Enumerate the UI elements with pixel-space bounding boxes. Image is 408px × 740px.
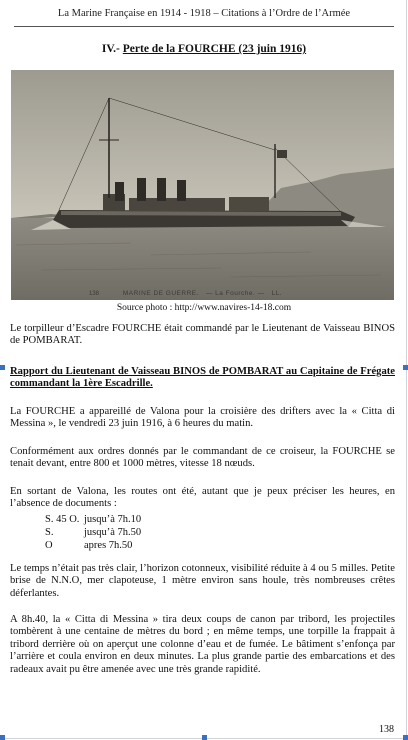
route-time: apres 7h.50 [84,540,133,551]
route-row [45,526,141,539]
report-title [10,366,395,391]
paragraph-weather: Le temps n’était pas très clair, l’horizon cotonneux, visibilité réduite à 4 ou 5 milles. Petite brise de N.N.O, mer clapoteuse, 1 mètre environ sans houle, très nombreuses crêtes déferlantes. [10,563,395,599]
photo-caption-mid: — La Fourche. — [205,290,265,297]
routes-list [45,513,141,552]
photo-inner-caption [11,290,394,297]
report-title-text: Rapport du Lieutenant de Vaisseau BINOS de POMBARAT au Capitaine de Frégate commandant la 1ère Escadrille. [10,366,395,390]
paragraph-orders: Conformément aux ordres donnés par le commandant de ce croiseur, la FOURCHE se tenait devant, entre 800 et 1000 mètres, vitesse 18 nœuds. [10,446,395,470]
section-number: IV.- [101,43,120,55]
route-time: jusqu’à 7h.10 [84,514,142,525]
route-time: jusqu’à 7h.50 [84,527,142,538]
running-header: La Marine Française en 1914 - 1918 – Citations à l’Ordre de l’Armée [57,8,351,19]
route-row [45,539,141,552]
edge-marker [0,735,5,740]
photo-number: 138 [89,291,100,297]
section-title-text: Perte de la FOURCHE (23 juin 1916) [122,43,307,55]
ship-photo [11,70,394,300]
paragraph-routes-intro: En sortant de Valona, les routes ont été, autant que je peux préciser les heures, en l’absence de documents : [10,486,395,510]
edge-marker [202,735,207,740]
route-row [45,513,141,526]
paragraph-departure: La FOURCHE a appareillé de Valona pour la croisière des drifters avec la « Citta di Messina », le vendredi 23 juin 1916, à 6 heures du matin. [10,406,395,430]
photo-source: Source photo : http://www.navires-14-18.com [116,303,292,313]
edge-marker [0,365,5,370]
paragraph-commander: Le torpilleur d’Escadre FOURCHE était commandé par le Lieutenant de Vaisseau BINOS de POMBARAT. [10,323,395,347]
destroyer-photo-illustration [11,70,394,300]
edge-marker [403,365,408,370]
route-heading: O [45,540,53,551]
route-heading: S. 45 O. [45,514,80,525]
photo-caption-right: LL. [271,290,283,297]
page-number: 138 [379,724,394,735]
section-title [0,43,408,55]
paragraph-attack: A 8h.40, la « Citta di Messina » tira deux coups de canon par tribord, les projectiles tombèrent à une centaine de mètres du bord ; en même temps, une torpille la frappait à tribord derrière où on aperçut une colonne d’eau et de fumée. Le bâtiment s’enfonça par l’arrière et coula environ en deux minutes. La plus grande partie des embarcations et des radeaux avait pu être amenée avec une très grande rapidité. [10,614,395,675]
photo-caption-left: MARINE DE GUERRE. [122,290,199,297]
header-rule [14,26,394,27]
edge-marker [403,735,408,740]
route-heading: S. [45,527,54,538]
